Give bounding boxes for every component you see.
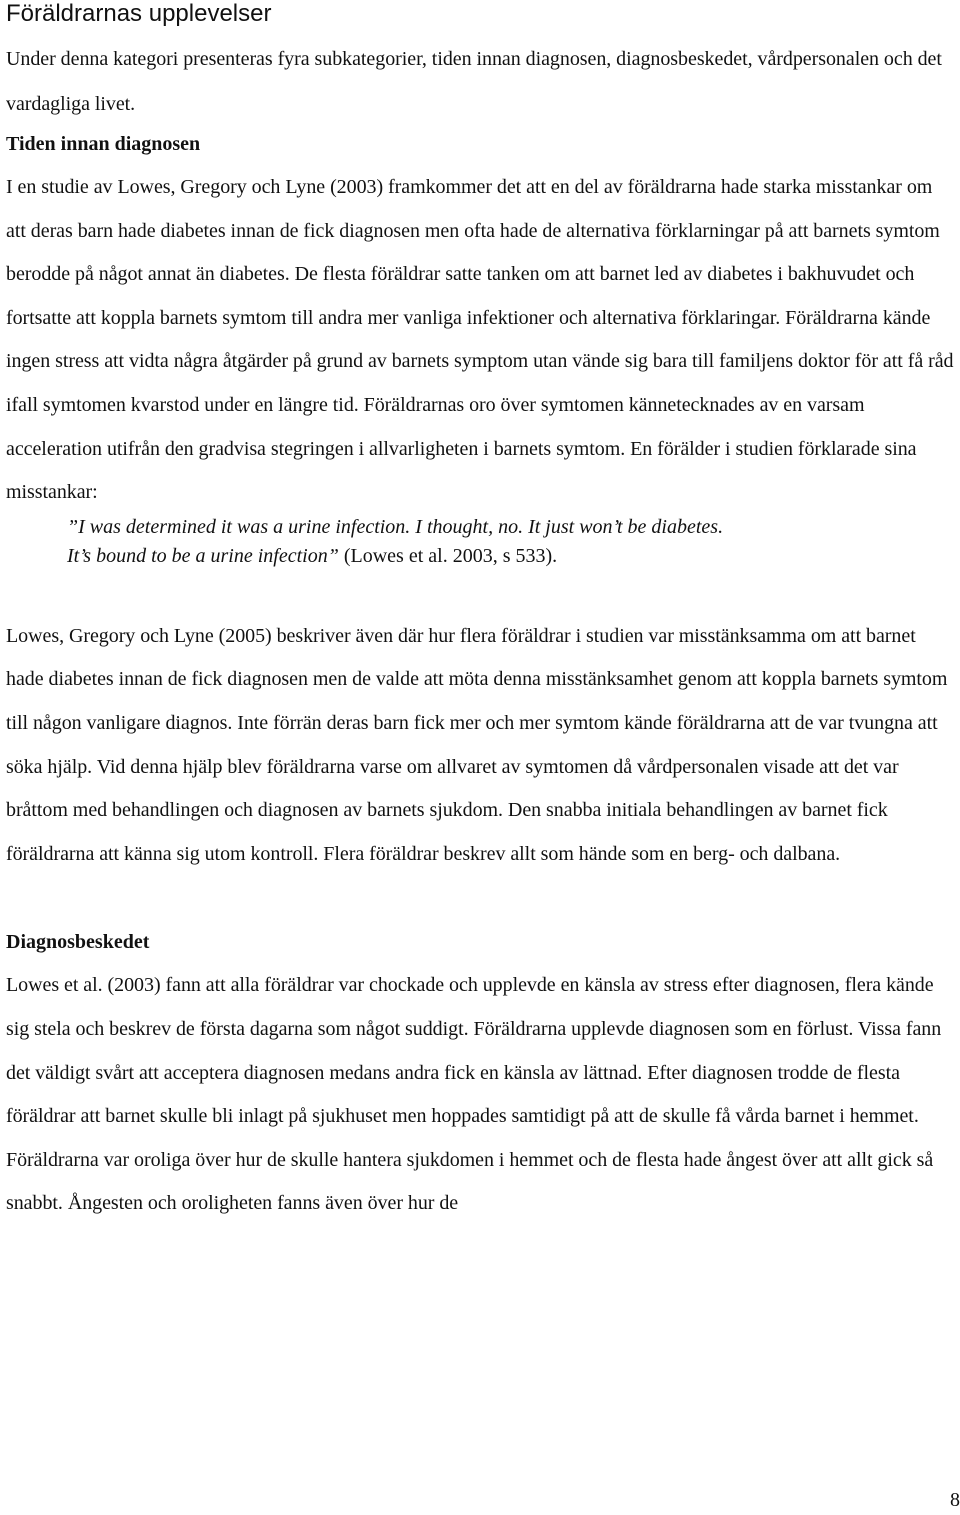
intro-paragraph: Under denna kategori presenteras fyra subkategorier, tiden innan diagnosen, diagnosbeskedet, vårdpersonalen och det vardagliga livet.: [6, 48, 942, 115]
quote-line-2-italic: It’s bound to be a urine infection”: [67, 544, 339, 567]
quote-line-2: [67, 542, 956, 571]
page-number: 8: [950, 1489, 960, 1511]
quote-citation: (Lowes et al. 2003, s 533).: [338, 544, 558, 567]
section-heading-diagnosbeskedet: Diagnosbeskedet: [6, 931, 150, 954]
section1-paragraph-2: Lowes, Gregory och Lyne (2005) beskriver även där hur flera föräldrar i studien var misstänksamma om att barnet hade diabetes innan de fick diagnosen men de valde att möta denna misstänksamhet genom att koppla barnets symtom till någon vanligare diagnos. Inte förrän deras barn fick mer och mer symtom kände föräldrarna att de var tvungna att söka hjälp. Vid denna hjälp blev föräldrarna varse om allvaret av symtomen då vårdpersonalen visade att det var bråttom med behandlingen och diagnosen av barnets sjukdom. Den snabba initiala behandlingen av barnet fick föräldrarna att känna sig utom kontroll. Flera föräldrar beskrev allt som hände som en berg- och dalbana.: [6, 624, 948, 865]
section2-paragraph-1: Lowes et al. (2003) fann att alla föräldrar var chockade och upplevde en känsla av stress efter diagnosen, flera kände sig stela och beskrev de första dagarna som något suddigt. Föräldrarna upplevde diagnosen som en förlust. Vissa fann det väldigt svårt att acceptera diagnosen medans andra fick en känsla av lättnad. Efter diagnosen trodde de flesta föräldrar att barnet skulle bli inlagt på sjukhuset men hoppades samtidigt på att de skulle få vårda barnet i hemmet. Föräldrarna var oroliga över hur de skulle hantera sjukdomen i hemmet och de flesta hade ångest över att allt gick så snabbt. Ångesten och oroligheten fanns även över hur de: [6, 974, 942, 1215]
page-title: Föräldrarnas upplevelser: [6, 0, 272, 27]
block-quote: [6, 513, 956, 571]
document-page: [6, 0, 956, 1226]
quote-line-1: ”I was determined it was a urine infection. I thought, no. It just won’t be diabetes.: [67, 515, 724, 538]
section1-paragraph-1: I en studie av Lowes, Gregory och Lyne (2003) framkommer det att en del av föräldrarna hade starka misstankar om att deras barn hade diabetes innan de fick diagnosen men ofta hade de alternativa förklarningar på att barnets symtom berodde på något annat än diabetes. De flesta föräldrar satte tanken om att barnet led av diabetes i bakhuvudet och fortsatte att koppla barnets symtom till andra mer vanliga infektioner och alternativa förklaringar. Föräldrarna kände ingen stress att vidta några åtgärder på grund av barnets symptom utan vände sig bara till familjens doktor för att få råd ifall symtomen kvarstod under en längre tid. Föräldrarnas oro över symtomen kännetecknades av en varsam acceleration utifrån den gradvisa stegringen i allvarligheten i barnets symtom. En förälder i studien förklarade sina misstankar:: [6, 176, 954, 504]
section-heading-tiden-innan-diagnosen: Tiden innan diagnosen: [6, 133, 201, 155]
